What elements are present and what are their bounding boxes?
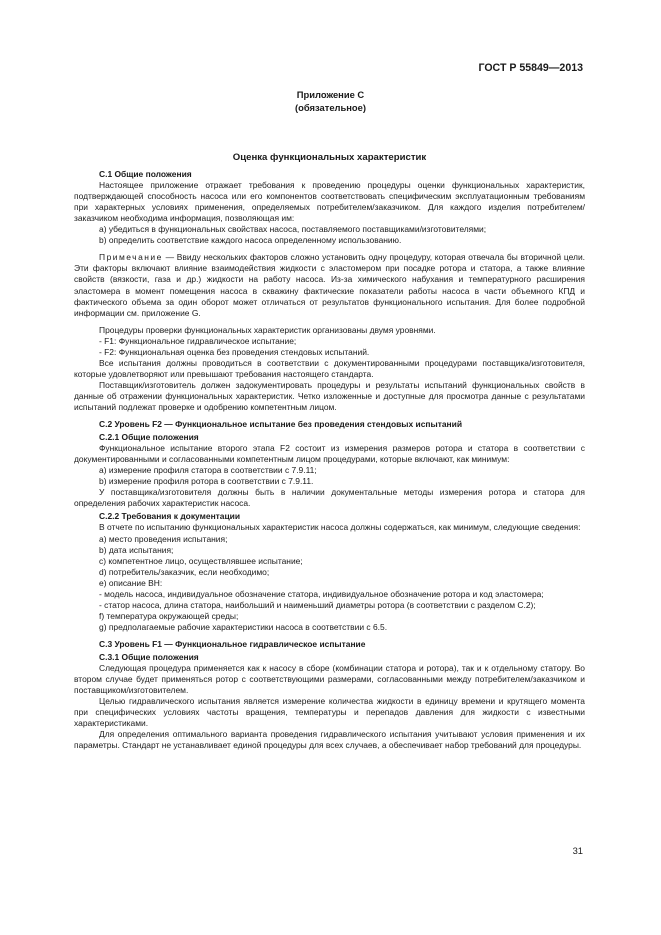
list-item: c) компетентное лицо, осуществлявшее испытание; <box>99 555 303 566</box>
document-title: Оценка функциональных характеристик <box>232 152 427 163</box>
list-item: - модель насоса, индивидуальное обозначение статора, индивидуальное обозначение ротора и код эластомера; <box>99 588 544 599</box>
section-heading-c1: С.1 Общие положения <box>99 169 192 180</box>
paragraph: Поставщик/изготовитель должен задокументировать процедуры и результаты испытаний функциональных свойств в данные об отражении функциональных характеристик. Четко изложенные и доступные для просмотра данные с результатами испытаний подлежат проверке и одобрению компетентным лицом. <box>74 379 585 412</box>
page-number: 31 <box>572 845 583 856</box>
paragraph: Процедуры проверки функциональных характеристик организованы двумя уровнями. <box>99 324 436 335</box>
list-item: b) измерение профиля ротора в соответствии с 7.9.11. <box>99 476 314 487</box>
list-item: а) измерение профиля статора в соответствии с 7.9.11; <box>99 465 317 476</box>
list-item: d) потребитель/заказчик, если необходимо; <box>99 566 270 577</box>
list-item: - статор насоса, длина статора, наибольший и наименьший диаметры ротора (в соответствии с разделом С.2); <box>99 599 536 610</box>
note <box>74 252 585 318</box>
list-item: b) определить соответствие каждого насоса определенному использованию. <box>99 235 402 246</box>
standard-designation: ГОСТ Р 55849—2013 <box>478 62 583 74</box>
note-label: Примечание <box>99 252 163 263</box>
list-item: а) убедиться в функциональных свойствах насоса, поставляемого поставщиками/изготовителями; <box>99 224 487 235</box>
list-item: b) дата испытания; <box>99 544 174 555</box>
paragraph: Следующая процедура применяется как к насосу в сборе (комбинации статора и ротора), так и к отдельному статору. Во втором случае будет применяться ротор с соответствующими размерами, согласованными между потребителем/заказчиком и поставщиком/изготовителем. <box>74 663 585 696</box>
annex-title: Приложение С <box>296 89 365 100</box>
paragraph: Настоящее приложение отражает требования к проведению процедуры оценки функциональных характеристик, подтверждающей способность насоса или его компонентов соответствовать специфическим эксплуатационным требованиям при характерных условиях применения, определяемых потребителем/заказчиком. Для каждого изделия потребителем/заказчиком необходима информация, позволяющая им: <box>74 180 585 224</box>
document-body <box>74 152 585 751</box>
note-text: — Ввиду нескольких факторов сложно установить одну процедуру, которая отвечала бы вторичной цели. Эти факторы включают влияние взаимодействия жидкости с эластомером при посадке ротора и статора, а также влияние свойств (вязкости, газа и др.) жидкости на работу насоса. Из-за химического набухания и температурного расширения эластомера в момент помещения насоса в скважину фактические показатели работы насоса в части объемного КПД и фактического объема за один оборот может отличаться от результатов функционального испытания. Для более подробной информации см. приложение G. <box>74 252 585 318</box>
paragraph: Целью гидравлического испытания является измерение количества жидкости в единицу времени и крутящего момента при специфических условиях частоты вращения, температуры и перепадов давления для жидкости с известными характеристиками. <box>74 696 585 729</box>
paragraph: В отчете по испытанию функциональных характеристик насоса должны содержаться, как минимум, следующие сведения: <box>99 522 581 533</box>
annex-status: (обязательное) <box>295 102 366 113</box>
section-heading-c2: С.2 Уровень F2 — Функциональное испытание без проведения стендовых испытаний <box>99 419 463 430</box>
list-item: - F2: Функциональная оценка без проведения стендовых испытаний. <box>99 346 370 357</box>
paragraph: Все испытания должны проводиться в соответствии с документированными процедурами поставщика/изготовителя, которые удовлетворяют или превышают требования настоящего стандарта. <box>74 357 585 379</box>
list-item: g) предполагаемые рабочие характеристики насоса в соответствии с 6.5. <box>99 621 388 632</box>
paragraph: Функциональное испытание второго этапа F2 состоит из измерения размеров ротора и статора в соответствии с документированными и согласованными компетентным лицом процедурами, которые включают, как минимум: <box>74 443 585 465</box>
section-heading-c3: С.3 Уровень F1 — Функциональное гидравлическое испытание <box>99 638 366 649</box>
subsection-heading-c2-2: С.2.2 Требования к документации <box>99 511 241 522</box>
subsection-heading-c2-1: С.2.1 Общие положения <box>99 432 199 443</box>
list-item: f) температура окружающей среды; <box>99 610 239 621</box>
list-item: - F1: Функциональное гидравлическое испытание; <box>99 335 297 346</box>
list-item: а) место проведения испытания; <box>99 533 228 544</box>
paragraph: У поставщика/изготовителя должны быть в наличии документальные методы измерения ротора и статора для определения рабочих характеристик насоса. <box>74 487 585 509</box>
paragraph: Для определения оптимального варианта проведения гидравлического испытания учитывают условия применения и их параметры. Стандарт не устанавливает единой процедуры для всех случаев, а обеспечивает набор требований для процедуры. <box>74 729 585 751</box>
list-item: e) описание ВН: <box>99 577 163 588</box>
subsection-heading-c3-1: С.3.1 Общие положения <box>99 651 199 662</box>
